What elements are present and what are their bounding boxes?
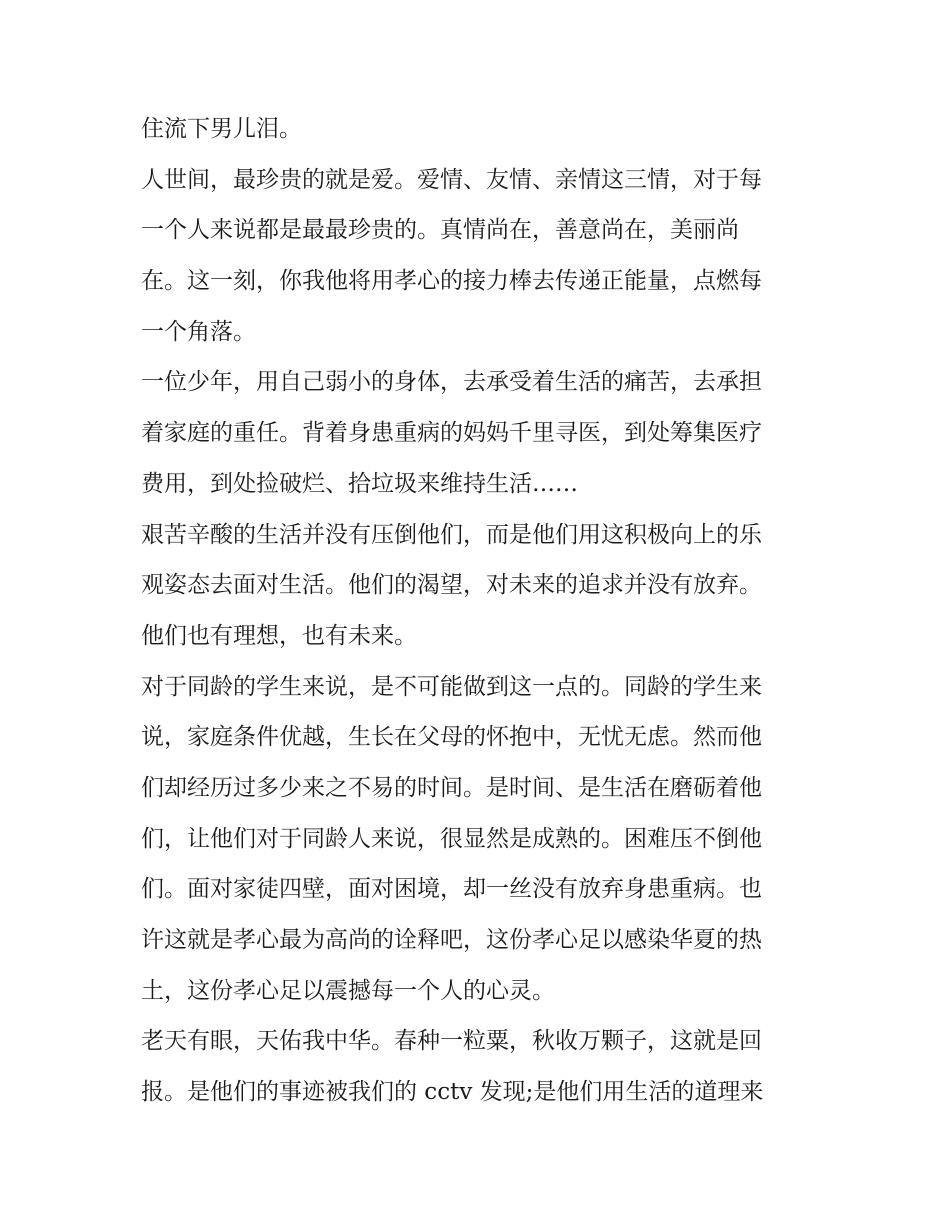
- text-line: 们，让他们对于同龄人来说，很显然是成熟的。困难压不倒他: [141, 825, 762, 852]
- text-line: 住流下男儿泪。: [141, 116, 302, 142]
- text-line: 一个角落。: [141, 318, 256, 345]
- text-line: 们却经历过多少来之不易的时间。是时间、是生活在磨砺着他: [141, 774, 762, 801]
- text-line: 在。这一刻，你我他将用孝心的接力棒去传递正能量，点燃每: [141, 268, 762, 295]
- text-line: 观姿态去面对生活。他们的渴望，对未来的追求并没有放弃。: [141, 572, 762, 599]
- text-line: 许这就是孝心最为高尚的诠释吧，这份孝心足以感染华夏的热: [141, 927, 762, 953]
- text-line: 对于同龄的学生来说，是不可能做到这一点的。同龄的学生来: [141, 673, 762, 700]
- text-line: 报。是他们的事迹被我们的 cctv 发现;是他们用生活的道理来: [141, 1079, 764, 1106]
- text-line: 费用，到处捡破烂、拾垃圾来维持生活……: [141, 470, 578, 497]
- text-line: 一位少年，用自己弱小的身体，去承受着生活的痛苦，去承担: [141, 369, 762, 396]
- text-line: 着家庭的重任。背着身患重病的妈妈千里寻医，到处筹集医疗: [141, 420, 762, 447]
- text-line: 老天有眼，天佑我中华。春种一粒粟，秋收万颗子，这就是回: [141, 1028, 762, 1055]
- body-text: [141, 104, 821, 1118]
- text-line: 人世间，最珍贵的就是爱。爱情、友情、亲情这三情，对于每: [141, 166, 762, 193]
- text-line: 艰苦辛酸的生活并没有压倒他们，而是他们用这积极向上的乐: [141, 521, 762, 548]
- text-line: 土，这份孝心足以震撼每一个人的心灵。: [141, 977, 555, 1004]
- text-line: 他们也有理想，也有未来。: [141, 622, 417, 649]
- text-line: 一个人来说都是最最珍贵的。真情尚在，善意尚在，美丽尚: [141, 217, 739, 244]
- text-line: 们。面对家徒四壁，面对困境，却一丝没有放弃身患重病。也: [141, 876, 762, 903]
- text-line: 说，家庭条件优越，生长在父母的怀抱中，无忧无虑。然而他: [141, 724, 762, 751]
